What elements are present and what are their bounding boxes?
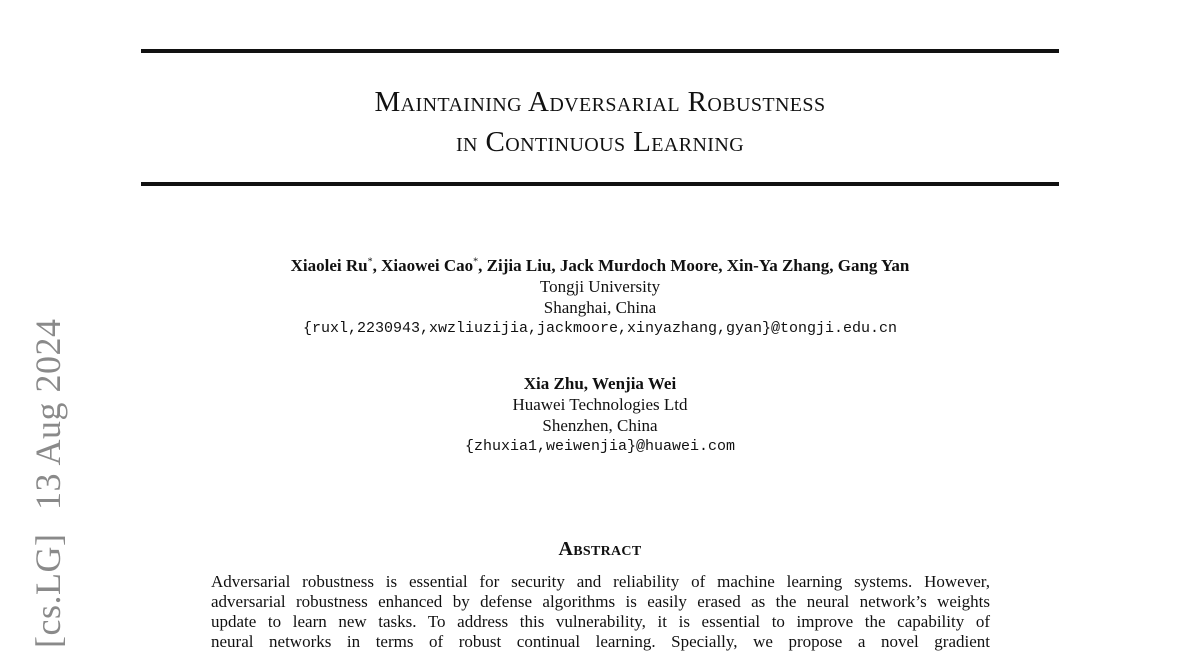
- arxiv-category: [cs.LG]: [28, 533, 68, 648]
- abstract-line: Adversarial robustness is essential for security and reliability of machine learning systems. However,: [211, 572, 990, 591]
- arxiv-date: 13 Aug 2024: [28, 318, 68, 511]
- location: Shanghai, China: [543, 298, 657, 317]
- title-bottom-rule: [141, 182, 1059, 186]
- abstract-body: [211, 572, 990, 652]
- institution: Tongji University: [539, 277, 661, 296]
- email: {ruxl,2230943,xwzliuzijia,jackmoore,xinyazhang,gyan}@tongji.edu.cn: [302, 320, 898, 337]
- equal-contribution-mark: *: [473, 256, 479, 268]
- email: {zhuxia1,weiwenjia}@huawei.com: [464, 438, 736, 455]
- affiliation-block-tongji: [141, 255, 1059, 339]
- equal-contribution-mark: *: [367, 256, 373, 268]
- affiliation-block-huawei: [141, 373, 1059, 457]
- paper-title-line-1: Maintaining Adversarial Robustness: [374, 86, 826, 118]
- abstract-line: neural networks in terms of robust continual learning. Specially, we propose a novel gradient: [211, 632, 990, 651]
- author-name: Zijia Liu, Jack Murdoch Moore, Xin-Ya Zhang, Gang Yan: [486, 256, 910, 275]
- paper-title-line-2: in Continuous Learning: [455, 126, 745, 158]
- author-name: Xiaowei Cao: [381, 256, 474, 275]
- abstract-line: adversarial robustness enhanced by defense algorithms is easily erased as the neural network’s weights: [211, 592, 990, 611]
- institution: Huawei Technologies Ltd: [512, 395, 688, 414]
- title-top-rule: [141, 49, 1059, 53]
- location: Shenzhen, China: [542, 416, 658, 435]
- arxiv-side-stamp: [26, 305, 70, 648]
- author-name: Xiaolei Ru: [290, 256, 368, 275]
- abstract-heading: Abstract: [558, 538, 642, 560]
- paper-title: [141, 82, 1059, 162]
- author-names: Xia Zhu, Wenjia Wei: [523, 374, 677, 393]
- abstract-line: update to learn new tasks. To address this vulnerability, it is essential to improve the capability of: [211, 612, 990, 631]
- author-names: Xiaolei Ru*, Xiaowei Cao*, Zijia Liu, Jack Murdoch Moore, Xin-Ya Zhang, Gang Yan: [290, 256, 910, 275]
